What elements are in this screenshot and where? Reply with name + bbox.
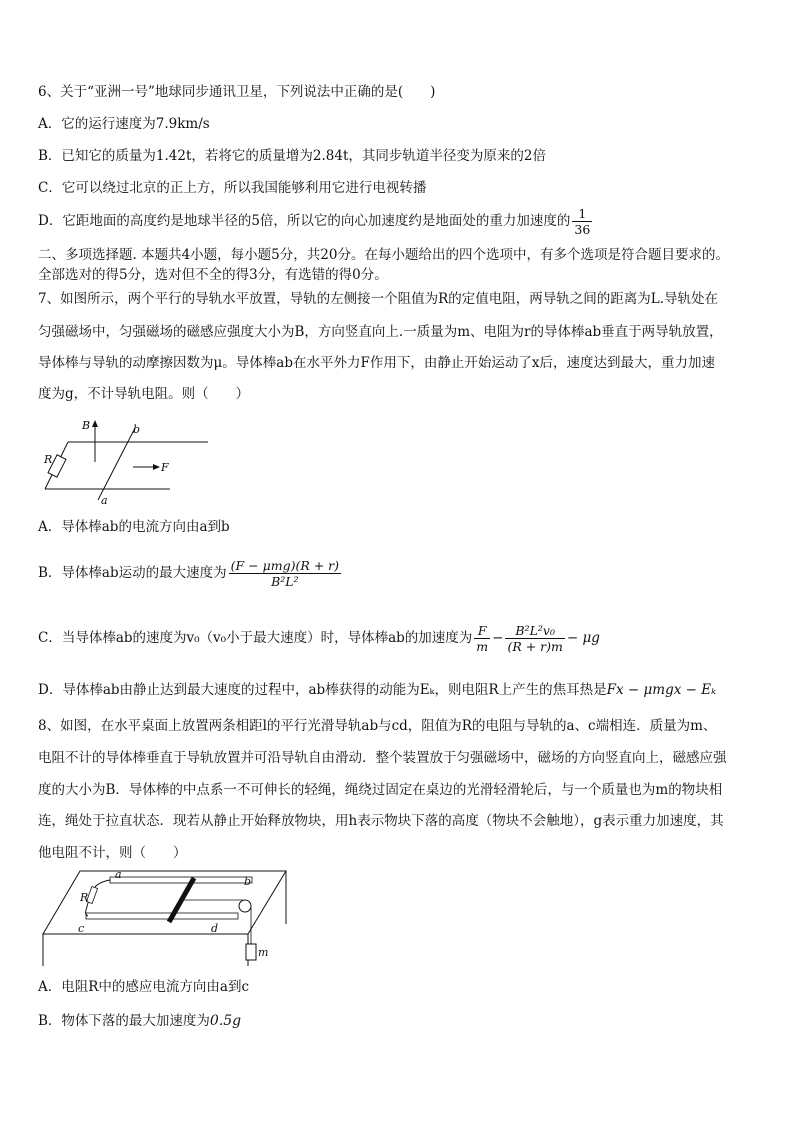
- q7-option-d-text: D．导体棒ab由静止达到最大速度的过程中，ab棒获得的动能为Eₖ，则电阻R上产生的焦耳热是: [38, 682, 607, 698]
- q7-stem-line3: 导体棒与导轨的动摩擦因数为μ。导体棒ab在水平外力F作用下，由静止开始运动了x后，速度达到最大，重力加速: [38, 355, 715, 371]
- q8-option-b-value: 0.5g: [209, 1013, 242, 1029]
- q7-option-c-text: C．当导体棒ab的速度为v₀（v₀小于最大速度）时，导体棒ab的加速度为: [38, 630, 473, 646]
- q8-block: [246, 944, 256, 960]
- q8-option-b-text: B．物体下落的最大加速度为: [38, 1013, 210, 1029]
- q6-option-d-text: D．它距地面的高度约是地球半径的5倍，所以它的向心加速度约是地面处的重力加速度的: [38, 213, 571, 229]
- q7-label-b: b: [133, 423, 141, 436]
- q8-label-b: b: [244, 875, 252, 888]
- q7-option-c-fraction1: [474, 623, 490, 654]
- q7-label-a: a: [101, 494, 108, 506]
- fraction-denominator: (R + r)m: [507, 639, 563, 654]
- section2-line1: 二、多项选择题. 本题共4小题，每小题5分，共20分。在每小题给出的四个选项中，有多个选项是符合题目要求的。: [38, 247, 729, 263]
- q8-table-figure: [38, 866, 298, 971]
- q7-option-b-text: B．导体棒ab运动的最大速度为: [38, 565, 227, 581]
- section2-line2: 全部选对的得5分，选对但不全的得3分，有选错的得0分。: [38, 267, 388, 283]
- q6-stem: 6、关于“亚洲一号”地球同步通讯卫星，下列说法中正确的是( ): [38, 84, 436, 100]
- fraction-numerator: B²L²v₀: [505, 623, 564, 639]
- q7-option-b-fraction: [229, 558, 341, 589]
- fraction-denominator: m: [476, 639, 489, 654]
- q8-option-b: [38, 1011, 241, 1031]
- q7-stem-line2: 匀强磁场中，匀强磁场的磁感应强度大小为B，方向竖直向上.一质量为m、电阻为r的导体棒ab垂直于两导轨放置，: [38, 324, 723, 340]
- fraction-numerator: F: [474, 623, 490, 639]
- q6-option-a: A．它的运行速度为7.9km/s: [38, 116, 210, 132]
- q8-stem-line2: 电阻不计的导体棒垂直于导轨放置并可沿导轨自由滑动．整个装置放于匀强磁场中，磁场的方向竖直向上，磁感应强: [38, 750, 727, 766]
- fraction-denominator: B²L²: [271, 574, 299, 589]
- q8-stem-line4: 连，绳处于拉直状态．现若从静止开始释放物块，用h表示物块下落的高度（物块不会触地），g表示重力加速度，其: [38, 813, 724, 829]
- q7-label-R: R: [44, 453, 53, 466]
- q6-option-b: B．已知它的质量为1.42t，若将它的质量增为2.84t，其同步轨道半径变为原来的2倍: [38, 148, 546, 164]
- q7-option-c-tail: − μg: [566, 630, 600, 646]
- fraction-denominator: 36: [574, 222, 591, 237]
- q7-stem-line1: 7、如图所示，两个平行的导轨水平放置，导轨的左侧接一个阻值为R的定值电阻，两导轨之间的距离为L.导轨处在: [38, 291, 719, 307]
- q6-option-d-fraction: [572, 206, 592, 237]
- q7-option-b: [38, 555, 343, 591]
- q8-option-a: A．电阻R中的感应电流方向由a到c: [38, 979, 250, 995]
- q8-pulley: [239, 900, 251, 912]
- q8-label-a: a: [115, 868, 122, 881]
- q7-option-c-minus: −: [492, 630, 504, 646]
- q6-option-d: [38, 206, 594, 237]
- q7-option-a: A．导体棒ab的电流方向由a到b: [38, 519, 230, 535]
- q7-label-F: F: [161, 461, 169, 474]
- q6-option-c: C．它可以绕过北京的正上方，所以我国能够利用它进行电视转播: [38, 180, 427, 196]
- q8-label-R: R: [80, 891, 89, 904]
- q8-stem-line5: 他电阻不计，则（ ）: [38, 845, 187, 861]
- q8-label-c: c: [78, 922, 85, 935]
- q7-option-c: [38, 620, 600, 656]
- q7-stem-line4: 度为g，不计导轨电阻。则（ ）: [38, 386, 250, 402]
- fraction-numerator: 1: [572, 206, 592, 222]
- q8-rail-cd: [86, 913, 238, 919]
- q7-option-d: [38, 680, 716, 700]
- q7-circuit-figure: [38, 416, 218, 506]
- q7-option-d-expression: Fx − μmgx − Eₖ: [606, 682, 717, 698]
- q8-label-m: m: [258, 946, 269, 959]
- q8-stem-line1: 8、如图，在水平桌面上放置两条相距l的平行光滑导轨ab与cd，阻值为R的电阻与导轨的a、c端相连．质量为m、: [38, 718, 717, 734]
- fraction-numerator: (F − μmg)(R + r): [230, 558, 340, 573]
- q8-stem-line3: 度的大小为B．导体棒的中点系一不可伸长的轻绳，绳绕过固定在桌边的光滑轻滑轮后，与一个质量也为m的物块相: [38, 782, 723, 798]
- arrow-up-icon: [92, 420, 98, 427]
- q8-label-d: d: [211, 922, 219, 935]
- q8-rail-ab: [110, 877, 252, 883]
- q7-label-B: B: [82, 419, 91, 432]
- arrow-right-icon: [153, 464, 160, 470]
- q7-option-c-fraction2: [505, 623, 564, 654]
